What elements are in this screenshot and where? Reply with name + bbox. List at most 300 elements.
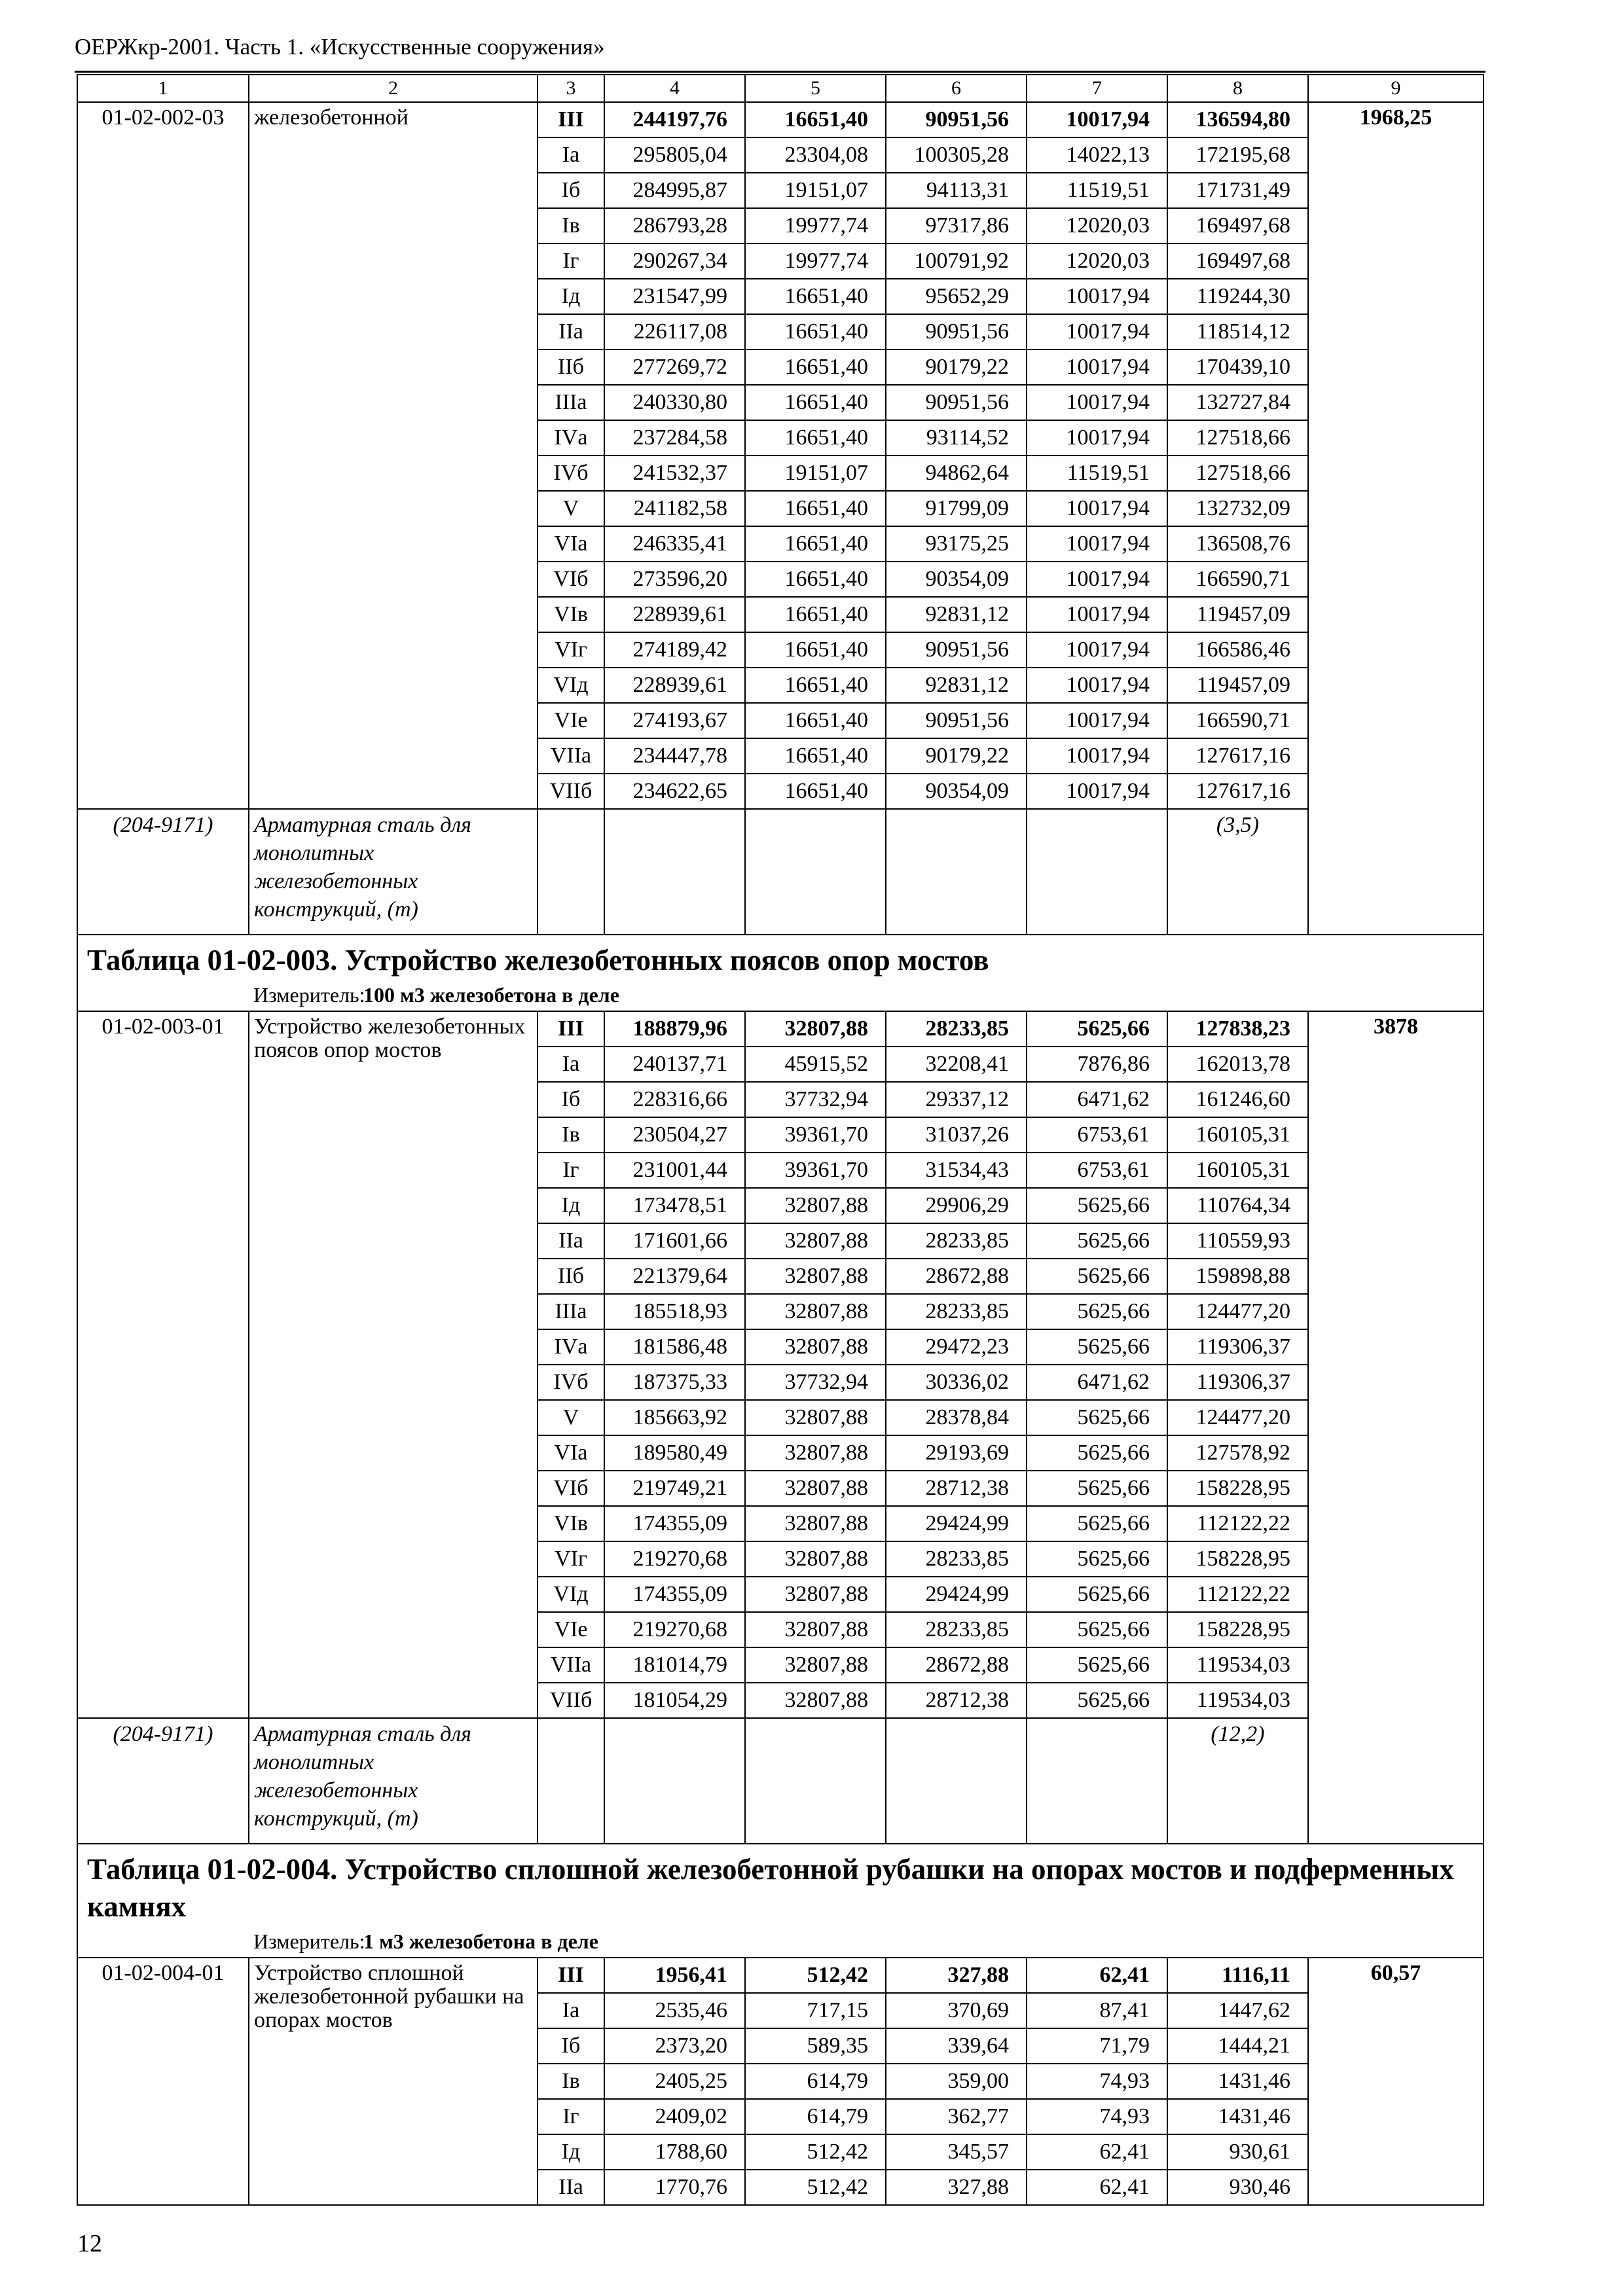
value-cell: 127578,92: [1167, 1435, 1308, 1471]
zone-cell: IIа: [538, 314, 604, 350]
value-cell: 228939,61: [604, 597, 745, 632]
column-number: 7: [1027, 75, 1167, 102]
material-quantity: (3,5): [1167, 809, 1308, 935]
value-cell: 19977,74: [745, 243, 886, 279]
value-cell: 158228,95: [1167, 1541, 1308, 1577]
value-cell: 16651,40: [745, 668, 886, 703]
value-cell: 28233,85: [886, 1011, 1027, 1047]
zone-cell: Iг: [538, 1153, 604, 1188]
value-cell: 1444,21: [1167, 2028, 1308, 2064]
value-cell: 2535,46: [604, 1993, 745, 2028]
zone-cell: Iд: [538, 1188, 604, 1223]
value-cell: 119306,37: [1167, 1329, 1308, 1365]
value-cell: 16651,40: [745, 703, 886, 738]
value-cell: 32807,88: [745, 1329, 886, 1365]
value-cell: 1447,62: [1167, 1993, 1308, 2028]
value-cell: 136508,76: [1167, 526, 1308, 562]
value-cell: 28712,38: [886, 1683, 1027, 1718]
value-cell: 124477,20: [1167, 1294, 1308, 1329]
value-cell: 11519,51: [1027, 173, 1167, 208]
value-cell: 930,46: [1167, 2170, 1308, 2205]
zone-cell: IVа: [538, 1329, 604, 1365]
value-cell: 10017,94: [1027, 350, 1167, 385]
table-row: [77, 1011, 1484, 1047]
material-code: (204-9171): [77, 809, 249, 935]
value-cell: 32807,88: [745, 1400, 886, 1435]
value-cell: 32807,88: [745, 1683, 886, 1718]
value-cell: 62,41: [1027, 2134, 1167, 2170]
value-cell: 166590,71: [1167, 562, 1308, 597]
value-cell: 169497,68: [1167, 208, 1308, 243]
value-cell: 160105,31: [1167, 1153, 1308, 1188]
value-cell: 5625,66: [1027, 1294, 1167, 1329]
zone-cell: IVа: [538, 420, 604, 456]
table-title-row: [77, 935, 1484, 1011]
value-cell: 90354,09: [886, 562, 1027, 597]
value-cell: 5625,66: [1027, 1506, 1167, 1541]
zone-cell: Iв: [538, 1117, 604, 1153]
empty-cell: [1027, 809, 1167, 935]
value-cell: 74,93: [1027, 2064, 1167, 2099]
value-cell: 512,42: [745, 1958, 886, 1993]
value-cell: 6753,61: [1027, 1117, 1167, 1153]
value-cell: 29472,23: [886, 1329, 1027, 1365]
material-name: Арматурная сталь для монолитных железобетонных конструкций, (т): [249, 809, 538, 935]
value-cell: 10017,94: [1027, 385, 1167, 420]
value-cell: 71,79: [1027, 2028, 1167, 2064]
value-cell: 274189,42: [604, 632, 745, 668]
value-cell: 16651,40: [745, 279, 886, 314]
value-cell: 32807,88: [745, 1577, 886, 1612]
value-cell: 112122,22: [1167, 1506, 1308, 1541]
empty-cell: [745, 1718, 886, 1844]
zone-cell: VIв: [538, 1506, 604, 1541]
material-note-row: [77, 809, 1484, 935]
zone-cell: IIIа: [538, 1294, 604, 1329]
value-cell: 31534,43: [886, 1153, 1027, 1188]
value-cell: 240137,71: [604, 1047, 745, 1082]
value-cell: 19151,07: [745, 173, 886, 208]
zone-cell: VIIа: [538, 1647, 604, 1683]
value-cell: 2405,25: [604, 2064, 745, 2099]
material-quantity: (12,2): [1167, 1718, 1308, 1844]
zone-cell: VIе: [538, 703, 604, 738]
value-cell: 29424,99: [886, 1506, 1027, 1541]
rate-code: 01-02-004-01: [77, 1958, 249, 2205]
table-row: [77, 102, 1484, 137]
value-cell: 172195,68: [1167, 137, 1308, 173]
value-cell: 6471,62: [1027, 1365, 1167, 1400]
table-title-row: [77, 1844, 1484, 1958]
value-cell: 16651,40: [745, 491, 886, 526]
value-cell: 127518,66: [1167, 420, 1308, 456]
value-cell: 273596,20: [604, 562, 745, 597]
value-cell: 327,88: [886, 2170, 1027, 2205]
measure-line: [87, 1928, 1478, 1954]
value-cell: 158228,95: [1167, 1612, 1308, 1647]
material-name: Арматурная сталь для монолитных железобетонных конструкций, (т): [249, 1718, 538, 1844]
table-title: Таблица 01-02-004. Устройство сплошной железобетонной рубашки на опорах мостов и подферменных камнях: [87, 1853, 1454, 1923]
table-title-cell: [77, 935, 1484, 1011]
value-cell: 1770,76: [604, 2170, 745, 2205]
zone-cell: III: [538, 1958, 604, 1993]
value-cell: 370,69: [886, 1993, 1027, 2028]
table-row: [77, 1958, 1484, 1993]
zone-cell: VIе: [538, 1612, 604, 1647]
value-cell: 74,93: [1027, 2099, 1167, 2134]
value-cell: 16651,40: [745, 350, 886, 385]
value-cell: 28378,84: [886, 1400, 1027, 1435]
value-cell: 90951,56: [886, 314, 1027, 350]
labor-cell: 60,57: [1308, 1958, 1484, 2205]
value-cell: 110559,93: [1167, 1223, 1308, 1259]
value-cell: 234447,78: [604, 738, 745, 774]
value-cell: 10017,94: [1027, 314, 1167, 350]
value-cell: 181054,29: [604, 1683, 745, 1718]
value-cell: 6753,61: [1027, 1153, 1167, 1188]
empty-cell: [538, 809, 604, 935]
value-cell: 219270,68: [604, 1541, 745, 1577]
value-cell: 28233,85: [886, 1223, 1027, 1259]
value-cell: 16651,40: [745, 314, 886, 350]
zone-cell: Iд: [538, 279, 604, 314]
value-cell: 5625,66: [1027, 1011, 1167, 1047]
value-cell: 185663,92: [604, 1400, 745, 1435]
zone-cell: Iд: [538, 2134, 604, 2170]
value-cell: 14022,13: [1027, 137, 1167, 173]
value-cell: 32807,88: [745, 1506, 886, 1541]
value-cell: 166586,46: [1167, 632, 1308, 668]
value-cell: 100791,92: [886, 243, 1027, 279]
header-rule: [75, 71, 1486, 73]
value-cell: 16651,40: [745, 597, 886, 632]
material-note-row: [77, 1718, 1484, 1844]
value-cell: 93175,25: [886, 526, 1027, 562]
value-cell: 10017,94: [1027, 491, 1167, 526]
value-cell: 241532,37: [604, 456, 745, 491]
zone-cell: Iб: [538, 173, 604, 208]
zone-cell: VIд: [538, 1577, 604, 1612]
value-cell: 93114,52: [886, 420, 1027, 456]
value-cell: 5625,66: [1027, 1612, 1167, 1647]
value-cell: 174355,09: [604, 1506, 745, 1541]
zone-cell: IIб: [538, 1259, 604, 1294]
value-cell: 94862,64: [886, 456, 1027, 491]
value-cell: 91799,09: [886, 491, 1027, 526]
zone-cell: Iа: [538, 137, 604, 173]
value-cell: 10017,94: [1027, 774, 1167, 809]
value-cell: 11519,51: [1027, 456, 1167, 491]
empty-cell: [886, 1718, 1027, 1844]
zone-cell: VIа: [538, 526, 604, 562]
zone-cell: III: [538, 1011, 604, 1047]
value-cell: 7876,86: [1027, 1047, 1167, 1082]
value-cell: 32807,88: [745, 1011, 886, 1047]
value-cell: 32807,88: [745, 1294, 886, 1329]
value-cell: 127617,16: [1167, 774, 1308, 809]
value-cell: 119244,30: [1167, 279, 1308, 314]
zone-cell: Iв: [538, 208, 604, 243]
value-cell: 174355,09: [604, 1577, 745, 1612]
value-cell: 90179,22: [886, 350, 1027, 385]
zone-cell: V: [538, 491, 604, 526]
value-cell: 161246,60: [1167, 1082, 1308, 1117]
value-cell: 614,79: [745, 2099, 886, 2134]
value-cell: 112122,22: [1167, 1577, 1308, 1612]
value-cell: 1788,60: [604, 2134, 745, 2170]
value-cell: 166590,71: [1167, 703, 1308, 738]
value-cell: 16651,40: [745, 562, 886, 597]
value-cell: 228316,66: [604, 1082, 745, 1117]
value-cell: 90354,09: [886, 774, 1027, 809]
value-cell: 28233,85: [886, 1541, 1027, 1577]
value-cell: 87,41: [1027, 1993, 1167, 2028]
value-cell: 19977,74: [745, 208, 886, 243]
value-cell: 10017,94: [1027, 526, 1167, 562]
value-cell: 39361,70: [745, 1153, 886, 1188]
value-cell: 119457,09: [1167, 668, 1308, 703]
value-cell: 31037,26: [886, 1117, 1027, 1153]
value-cell: 119306,37: [1167, 1365, 1308, 1400]
value-cell: 717,15: [745, 1993, 886, 2028]
measure-value: 1 м3 железобетона в деле: [363, 1929, 598, 1953]
value-cell: 37732,94: [745, 1082, 886, 1117]
value-cell: 16651,40: [745, 774, 886, 809]
value-cell: 90179,22: [886, 738, 1027, 774]
value-cell: 16651,40: [745, 632, 886, 668]
value-cell: 160105,31: [1167, 1117, 1308, 1153]
zone-cell: Iг: [538, 243, 604, 279]
value-cell: 10017,94: [1027, 668, 1167, 703]
value-cell: 30336,02: [886, 1365, 1027, 1400]
value-cell: 10017,94: [1027, 102, 1167, 137]
value-cell: 290267,34: [604, 243, 745, 279]
value-cell: 45915,52: [745, 1047, 886, 1082]
zone-cell: IIIа: [538, 385, 604, 420]
value-cell: 32807,88: [745, 1435, 886, 1471]
value-cell: 5625,66: [1027, 1647, 1167, 1683]
value-cell: 231547,99: [604, 279, 745, 314]
value-cell: 127838,23: [1167, 1011, 1308, 1047]
measure-label: Измеритель:: [253, 1929, 365, 1953]
value-cell: 359,00: [886, 2064, 1027, 2099]
value-cell: 2373,20: [604, 2028, 745, 2064]
zone-cell: VIIа: [538, 738, 604, 774]
value-cell: 16651,40: [745, 738, 886, 774]
value-cell: 19151,07: [745, 456, 886, 491]
column-number: 9: [1308, 75, 1484, 102]
value-cell: 119534,03: [1167, 1647, 1308, 1683]
value-cell: 92831,12: [886, 668, 1027, 703]
value-cell: 16651,40: [745, 420, 886, 456]
zone-cell: IIб: [538, 350, 604, 385]
value-cell: 90951,56: [886, 385, 1027, 420]
value-cell: 10017,94: [1027, 703, 1167, 738]
value-cell: 219270,68: [604, 1612, 745, 1647]
value-cell: 5625,66: [1027, 1577, 1167, 1612]
value-cell: 185518,93: [604, 1294, 745, 1329]
zone-cell: VIIб: [538, 774, 604, 809]
value-cell: 284995,87: [604, 173, 745, 208]
zone-cell: Iв: [538, 2064, 604, 2099]
measure-line: [87, 982, 1478, 1008]
zone-cell: III: [538, 102, 604, 137]
value-cell: 10017,94: [1027, 279, 1167, 314]
rate-code: 01-02-003-01: [77, 1011, 249, 1718]
value-cell: 188879,96: [604, 1011, 745, 1047]
zone-cell: VIб: [538, 562, 604, 597]
empty-cell: [538, 1718, 604, 1844]
value-cell: 28233,85: [886, 1294, 1027, 1329]
value-cell: 90951,56: [886, 102, 1027, 137]
value-cell: 5625,66: [1027, 1223, 1167, 1259]
value-cell: 345,57: [886, 2134, 1027, 2170]
value-cell: 127617,16: [1167, 738, 1308, 774]
zone-cell: Iб: [538, 2028, 604, 2064]
value-cell: 5625,66: [1027, 1188, 1167, 1223]
value-cell: 169497,68: [1167, 243, 1308, 279]
value-cell: 327,88: [886, 1958, 1027, 1993]
zone-cell: VIа: [538, 1435, 604, 1471]
value-cell: 362,77: [886, 2099, 1027, 2134]
zone-cell: Iа: [538, 1047, 604, 1082]
value-cell: 512,42: [745, 2134, 886, 2170]
empty-cell: [1027, 1718, 1167, 1844]
value-cell: 181586,48: [604, 1329, 745, 1365]
value-cell: 228939,61: [604, 668, 745, 703]
zone-cell: V: [538, 1400, 604, 1435]
value-cell: 37732,94: [745, 1365, 886, 1400]
value-cell: 930,61: [1167, 2134, 1308, 2170]
zone-cell: VIг: [538, 1541, 604, 1577]
value-cell: 10017,94: [1027, 597, 1167, 632]
column-number: 6: [886, 75, 1027, 102]
value-cell: 237284,58: [604, 420, 745, 456]
value-cell: 159898,88: [1167, 1259, 1308, 1294]
value-cell: 100305,28: [886, 137, 1027, 173]
running-header: ОЕРЖкр-2001. Часть 1. «Искусственные сооружения»: [75, 34, 605, 60]
value-cell: 171731,49: [1167, 173, 1308, 208]
value-cell: 95652,29: [886, 279, 1027, 314]
value-cell: 226117,08: [604, 314, 745, 350]
value-cell: 28672,88: [886, 1647, 1027, 1683]
value-cell: 132727,84: [1167, 385, 1308, 420]
value-cell: 241182,58: [604, 491, 745, 526]
value-cell: 5625,66: [1027, 1329, 1167, 1365]
column-number: 3: [538, 75, 604, 102]
value-cell: 118514,12: [1167, 314, 1308, 350]
zone-cell: VIIб: [538, 1683, 604, 1718]
column-number: 1: [77, 75, 249, 102]
column-number: 4: [604, 75, 745, 102]
zone-cell: IIа: [538, 1223, 604, 1259]
value-cell: 32807,88: [745, 1612, 886, 1647]
value-cell: 127518,66: [1167, 456, 1308, 491]
value-cell: 234622,65: [604, 774, 745, 809]
empty-cell: [604, 1718, 745, 1844]
value-cell: 5625,66: [1027, 1541, 1167, 1577]
value-cell: 240330,80: [604, 385, 745, 420]
empty-cell: [886, 809, 1027, 935]
column-number: 2: [249, 75, 538, 102]
value-cell: 39361,70: [745, 1117, 886, 1153]
value-cell: 274193,67: [604, 703, 745, 738]
column-number: 5: [745, 75, 886, 102]
value-cell: 132732,09: [1167, 491, 1308, 526]
value-cell: 10017,94: [1027, 562, 1167, 597]
value-cell: 32208,41: [886, 1047, 1027, 1082]
value-cell: 244197,76: [604, 102, 745, 137]
rate-name: железобетонной: [249, 102, 538, 809]
rate-name: Устройство железобетонных поясов опор мостов: [249, 1011, 538, 1718]
value-cell: 62,41: [1027, 2170, 1167, 2205]
zone-cell: IIа: [538, 2170, 604, 2205]
value-cell: 219749,21: [604, 1471, 745, 1506]
value-cell: 10017,94: [1027, 632, 1167, 668]
value-cell: 512,42: [745, 2170, 886, 2205]
empty-cell: [604, 809, 745, 935]
value-cell: 28712,38: [886, 1471, 1027, 1506]
value-cell: 5625,66: [1027, 1471, 1167, 1506]
zone-cell: IVб: [538, 456, 604, 491]
value-cell: 12020,03: [1027, 243, 1167, 279]
value-cell: 32807,88: [745, 1223, 886, 1259]
zone-cell: IVб: [538, 1365, 604, 1400]
empty-cell: [745, 809, 886, 935]
value-cell: 29424,99: [886, 1577, 1027, 1612]
value-cell: 614,79: [745, 2064, 886, 2099]
value-cell: 32807,88: [745, 1647, 886, 1683]
zone-cell: Iг: [538, 2099, 604, 2134]
value-cell: 2409,02: [604, 2099, 745, 2134]
value-cell: 136594,80: [1167, 102, 1308, 137]
value-cell: 5625,66: [1027, 1683, 1167, 1718]
value-cell: 286793,28: [604, 208, 745, 243]
value-cell: 158228,95: [1167, 1471, 1308, 1506]
column-number: 8: [1167, 75, 1308, 102]
value-cell: 1956,41: [604, 1958, 745, 1993]
value-cell: 1431,46: [1167, 2064, 1308, 2099]
value-cell: 173478,51: [604, 1188, 745, 1223]
value-cell: 62,41: [1027, 1958, 1167, 1993]
material-code: (204-9171): [77, 1718, 249, 1844]
value-cell: 16651,40: [745, 526, 886, 562]
value-cell: 32807,88: [745, 1541, 886, 1577]
value-cell: 339,64: [886, 2028, 1027, 2064]
zone-cell: VIб: [538, 1471, 604, 1506]
zone-cell: VIв: [538, 597, 604, 632]
rate-name: Устройство сплошной железобетонной рубашки на опорах мостов: [249, 1958, 538, 2205]
value-cell: 32807,88: [745, 1471, 886, 1506]
value-cell: 28233,85: [886, 1612, 1027, 1647]
zone-cell: VIд: [538, 668, 604, 703]
value-cell: 10017,94: [1027, 420, 1167, 456]
value-cell: 221379,64: [604, 1259, 745, 1294]
value-cell: 32807,88: [745, 1259, 886, 1294]
value-cell: 187375,33: [604, 1365, 745, 1400]
value-cell: 110764,34: [1167, 1188, 1308, 1223]
value-cell: 119457,09: [1167, 597, 1308, 632]
zone-cell: Iа: [538, 1993, 604, 2028]
value-cell: 10017,94: [1027, 738, 1167, 774]
value-cell: 90951,56: [886, 632, 1027, 668]
value-cell: 5625,66: [1027, 1400, 1167, 1435]
value-cell: 97317,86: [886, 208, 1027, 243]
value-cell: 32807,88: [745, 1188, 886, 1223]
value-cell: 5625,66: [1027, 1435, 1167, 1471]
value-cell: 119534,03: [1167, 1683, 1308, 1718]
value-cell: 162013,78: [1167, 1047, 1308, 1082]
